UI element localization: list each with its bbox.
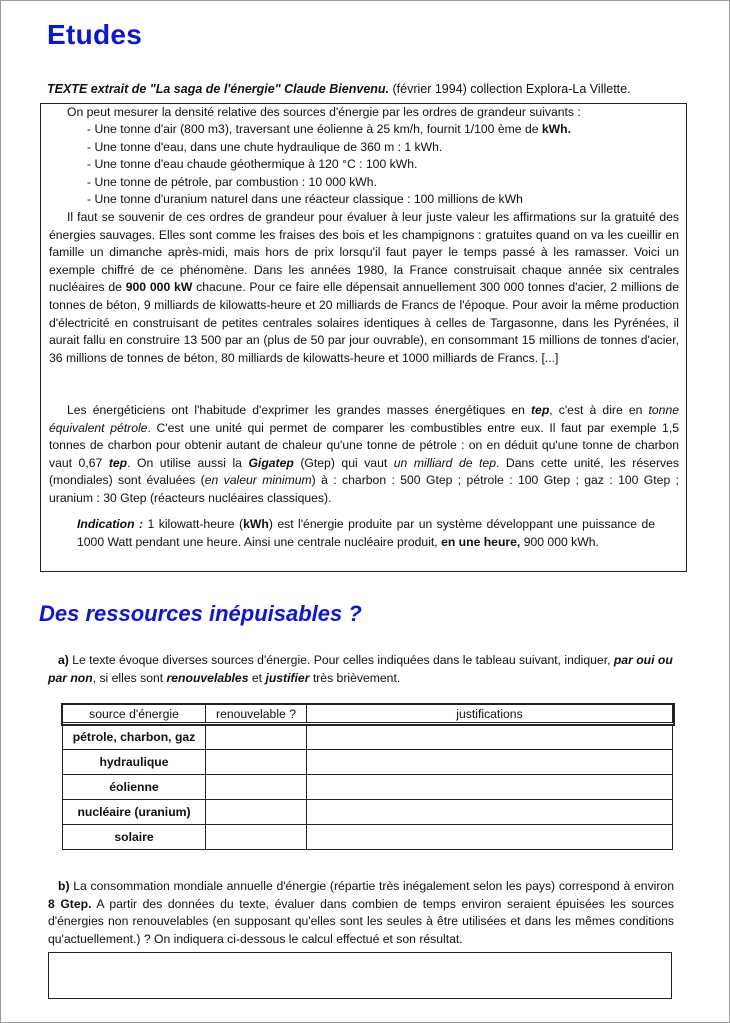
list-item: - Une tonne d'air (800 m3), traversant une éolienne à 25 km/h, fournit 1/100 ème de kWh.	[87, 122, 572, 136]
source-cell: pétrole, charbon, gaz	[63, 724, 206, 750]
indication-note: Indication : 1 kilowatt-heure (kWh) est l'énergie produite par un système développant une puissance de 1000 Watt pendant une heure. Ainsi une centrale nucléaire produit, en une heure, 900 000 kWh.	[77, 517, 656, 549]
table-row	[63, 825, 673, 850]
header-justifications: justifications	[307, 705, 673, 724]
renouvelable-input-cell[interactable]	[206, 750, 307, 775]
energy-density-list	[87, 121, 571, 209]
list-item: - Une tonne d'eau, dans une chute hydraulique de 360 m : 1 kWh.	[87, 139, 443, 154]
source-cell: éolienne	[63, 775, 206, 800]
source-cell: hydraulique	[63, 750, 206, 775]
question-b: b) La consommation mondiale annuelle d'énergie (répartie très inégalement selon les pays) correspond à environ 8 Gtep. A partir des données du texte, évaluer dans combien de temps environ seraient épuisées les sources d'énergies non renouvelables (en supposant qu'elles sont les seules à être utilisées et dans les mêmes conditions qu'actuellement.) ? On indiquera ci-dessous le calcul effectué et son résultat.	[48, 879, 674, 946]
source-citation	[47, 82, 631, 96]
page-title: Etudes	[47, 19, 143, 50]
renouvelable-input-cell[interactable]	[206, 800, 307, 825]
source-title: TEXTE extrait de "La saga de l'énergie" Claude Bienvenu.	[47, 82, 390, 96]
table-row	[63, 724, 673, 750]
justification-input-cell[interactable]	[307, 775, 673, 800]
list-item: - Une tonne d'uranium naturel dans une réacteur classique : 100 millions de kWh	[87, 192, 523, 207]
table-header-row	[63, 705, 673, 724]
source-details: (février 1994) collection Explora-La Villette.	[389, 82, 631, 96]
renouvelable-input-cell[interactable]	[206, 724, 307, 750]
header-renouvelable: renouvelable ?	[206, 705, 307, 724]
table-row	[63, 800, 673, 825]
justification-input-cell[interactable]	[307, 750, 673, 775]
justification-input-cell[interactable]	[307, 724, 673, 750]
justification-input-cell[interactable]	[307, 825, 673, 850]
question-a: a) Le texte évoque diverses sources d'énergie. Pour celles indiquées dans le tableau suivant, indiquer, par oui ou par non, si elles sont renouvelables et justifier très brièvement.	[48, 653, 673, 685]
list-item: - Une tonne de pétrole, par combustion : 10 000 kWh.	[87, 174, 377, 189]
excerpt-paragraph-2: Les énergéticiens ont l'habitude d'exprimer les grandes masses énergétiques en tep, c'est à dire en tonne équivalent pétrole. C'est une unité qui permet de comparer les combustibles entre eux. Il faut par exemple 1,5 tonnes de charbon pour obtenir autant de chaleur qu'une tonne de pétrole : on en déduit qu'une tonne de charbon vaut 0,67 tep. On utilise aussi la Gigatep (Gtep) qui vaut un milliard de tep. Dans cette unité, les réserves (mondiales) sont évaluées (en valeur minimum) à : charbon : 500 Gtep ; pétrole : 100 Gtep ; gaz : 100 Gtep ; uranium : 30 Gtep (réacteurs nucléaires classiques).	[49, 403, 680, 505]
table-row	[63, 775, 673, 800]
source-cell: nucléaire (uranium)	[63, 800, 206, 825]
section-title: Des ressources inépuisables ?	[39, 601, 362, 626]
energy-sources-table	[62, 704, 673, 850]
justification-input-cell[interactable]	[307, 800, 673, 825]
table-row	[63, 750, 673, 775]
excerpt-intro: On peut mesurer la densité relative des sources d'énergie par les ordres de grandeur suivants :	[67, 105, 581, 119]
list-item: - Une tonne d'eau chaude géothermique à 120 °C : 100 kWh.	[87, 157, 418, 172]
excerpt-text-box	[40, 103, 687, 572]
source-cell: solaire	[63, 825, 206, 850]
header-source: source d'énergie	[63, 705, 206, 724]
renouvelable-input-cell[interactable]	[206, 775, 307, 800]
excerpt-paragraph-1: Il faut se souvenir de ces ordres de grandeur pour évaluer à leur juste valeur les affirmations sur la gratuité des énergies sauvages. Elles sont comme les fraises des bois et les champignons : gratuites quand on va les cueillir en famille un dimanche après-midi, mais hors de prix lorsqu'il faut payer le temps passé à les ramasser. Voici un exemple chiffré de ce phénomène. Dans les années 1980, la France construisait chaque année six centrales nucléaires de 900 000 kW chacune. Pour ce faire elle dépensait annuellement 300 000 tonnes d'acier, 2 millions de tonnes de béton, 9 milliards de kilowatts-heure et 20 milliards de Francs de l'époque. Pour avoir la même production d'électricité en construisant de petites centrales solaires identiques à celles de Targasonne, dans les Pyrénées, il aurait fallu en construire 13 500 par an (plus de 50 par jour ouvrable), en consommant 15 millions de tonnes d'acier, 36 millions de tonnes de béton, 80 milliards de kilowatts-heure et 1000 milliards de Francs. [...]	[49, 210, 679, 365]
renouvelable-input-cell[interactable]	[206, 825, 307, 850]
answer-box[interactable]	[48, 952, 672, 999]
